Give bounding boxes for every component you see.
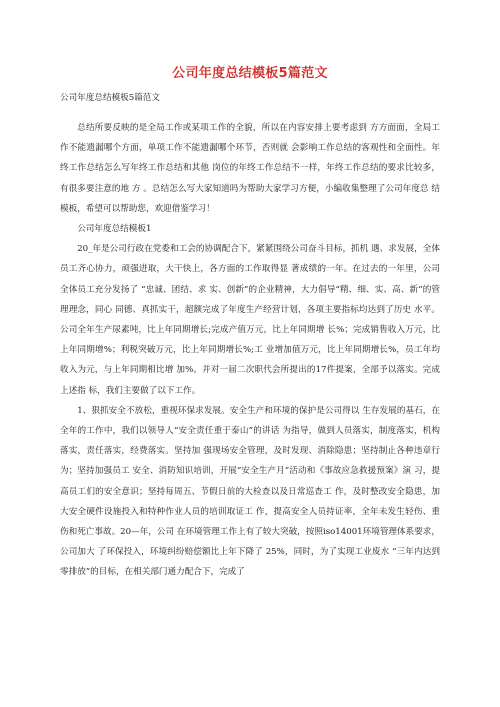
document-body [60, 118, 440, 583]
intro-paragraph: 总结所要反映的是全局工作或某项工作的全貌，所以在内容安排上要考虑到 方方面面，全局工作不能遗漏哪个方面，单项工作不能遗漏哪个环节，否则就 会影响工作总结的客观性和全面性。年终工作总结怎么写年终工作总结和其他 岗位的年终工作总结不一样，年终工作总结的要求比较多，有很多要注意的地 方 。总结怎么写大家知道吗为帮助大家学习方便，小编收集整理了公司年度总 结模板，希望可以帮助您，欢迎借鉴学习！ [60, 123, 440, 214]
section-heading: 公司年度总结模板1 [77, 224, 152, 235]
document-subtitle: 公司年度总结模板5篇范文 [60, 93, 160, 103]
safety-paragraph: 1、狠抓安全不放松，重视环保求发展。安全生产和环境的保护是公司得以 生存发展的基石，在全年的工作中，我们以领导人“安全责任重于泰山”的讲话 为指导，做到人员落实，制度落实，机构落实，责任落实，经费落实。坚持加 强现场安全管理，及时发现、消除隐患；坚持制止各种违章行为；坚持加强员工 安全、消防知识培训，开展“安全生产月”活动和《事故应急救援预案》演 习，提高员工们的安全意识；坚持每周五、节假日前的大检查以及日常巡查工 作，及时整改安全隐患，加大安全硬件设施投入和特种作业人员的培训取证工 作，提高安全人员持证率，全年未发生轻伤、重伤和死亡事故。20—年，公司 在环境管理工作上有了较大突破，按照iso14001环境管理体系要求，公司加大 了环保投入，环境纠纷赔偿额比上年下降了 25%，同时，为了实现工业废水 “三年内达到零排放”的目标，在相关部门通力配合下，完成了 [60, 405, 440, 578]
document-title: 公司年度总结模板5篇范文 [172, 66, 328, 81]
summary-paragraph: 20_年是公司行政在党委和工会的协调配合下，紧紧围绕公司奋斗目标，抓机 遇、求发展，全体员工齐心协力，顽强进取，大干快上，各方面的工作取得显 著成绩的一年。在过去的一年里，公司全体员工充分发扬了 “忠诚、团结、求 实、创新”的企业精神，大力倡导“精、细、实、高、新”的管理理念，同心 同德、真抓实干，超额完成了年度生产经营计划，各项主要指标均达到了历史 水平。公司全年生产尿素吨，比上年同期增长;完成产值万元，比上年同期增 长%；完成销售收入万元，比上年同期增%；利税突破万元，比上年同期增长%;工 业增加值万元，比上年同期增长%，员工年均收入为元，与上年同期相比增 加%。并对一届二次职代会所提出的17件提案，全部予以落实。完成上述指 标，我们主要做了以下工作。 [60, 244, 440, 396]
